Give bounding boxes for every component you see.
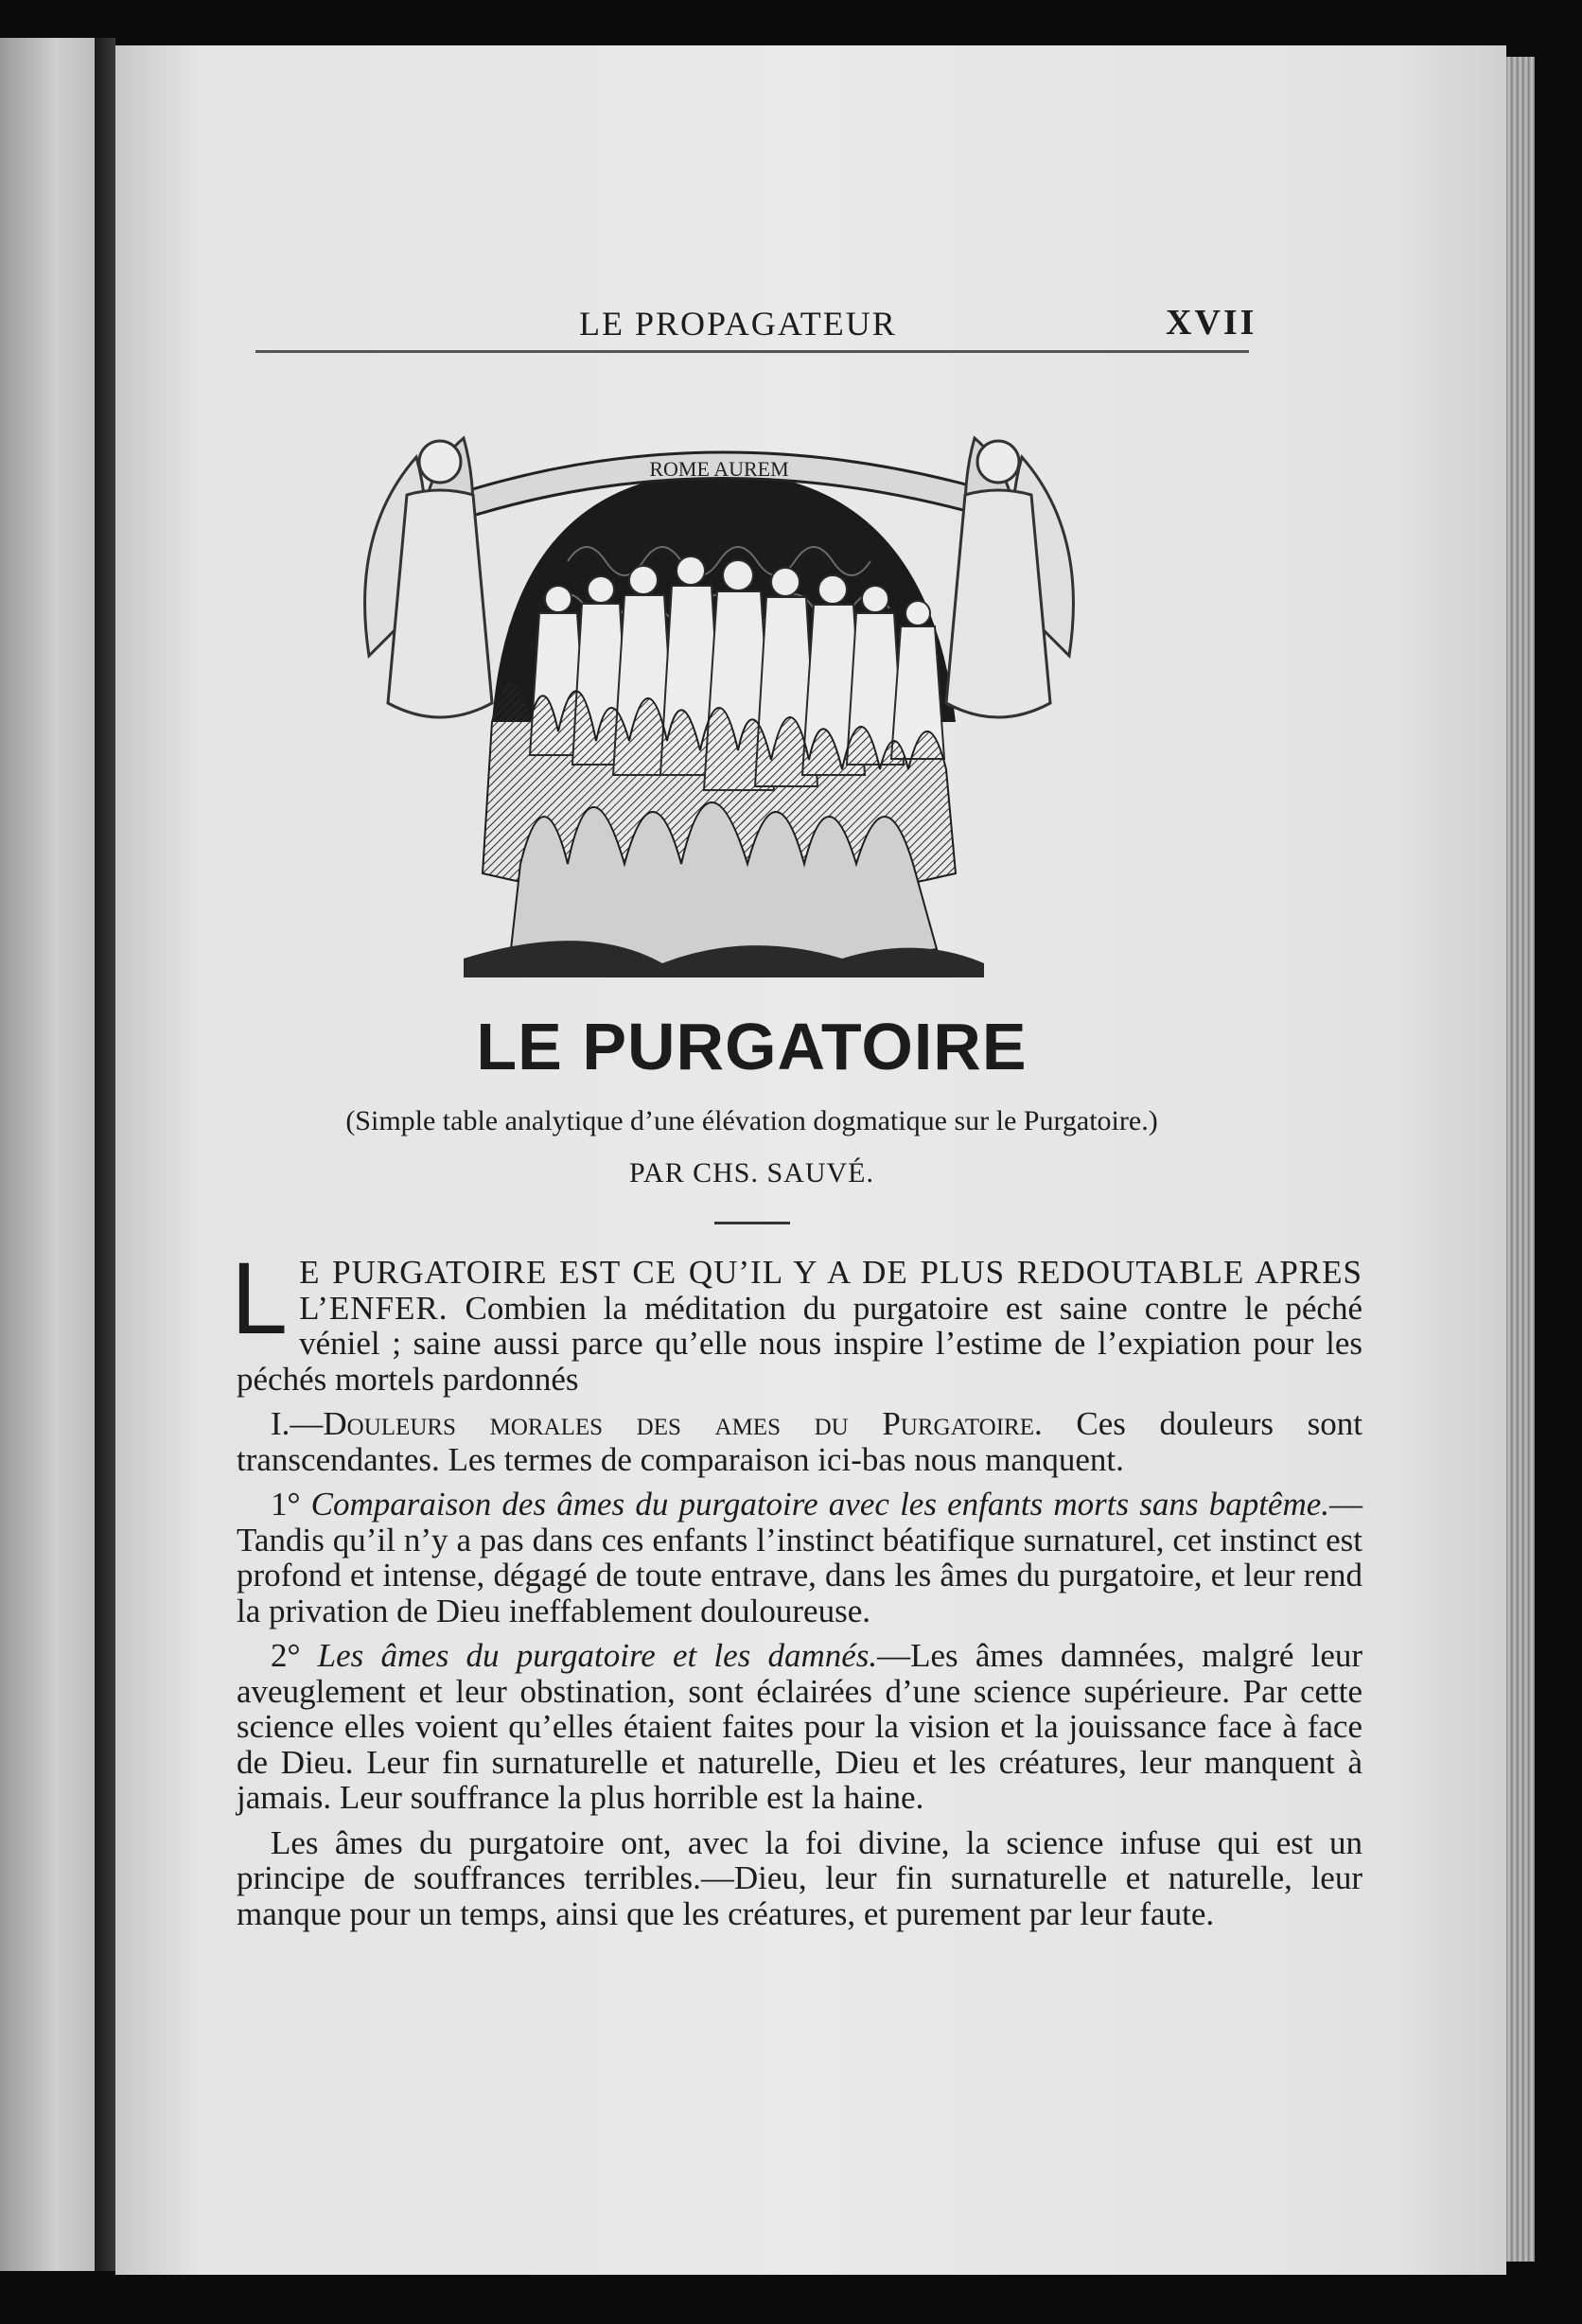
point-1-paragraph: [237, 1487, 1362, 1629]
intro-paragraph: [231, 1241, 1362, 1398]
section-1-paragraph: [237, 1406, 1362, 1477]
point-2-number: 2°: [271, 1637, 301, 1674]
point-1-number: 1°: [271, 1486, 301, 1523]
article-subtitle: (Simple table analytique d’une élévation dogmatique sur le Purgatoire.): [345, 1105, 1158, 1136]
point-2-heading: Les âmes du purgatoire et les damnés.: [317, 1637, 878, 1674]
section-1-text: Ces douleurs sont transcendantes. Les termes de comparaison ici-bas nous manquent.: [237, 1405, 1362, 1478]
article-byline: PAR CHS. SAUVÉ.: [629, 1157, 874, 1188]
right-page-stack: [1506, 57, 1535, 2262]
point-1-heading: Comparaison des âmes du purgatoire avec les enfants morts sans baptême.: [310, 1486, 1330, 1523]
point-2-text: —Les âmes damnées, malgré leur aveuglement et leur obstination, sont éclairées d’une science supérieure. Par cette science elles voient qu’elles étaient faites pour la vision et la jouissance face à face de Dieu. Leur fin surnaturelle et naturelle, Dieu et les créatures, leur manquent à jamais. Leur souffrance la plus horrible est la haine.: [237, 1637, 1363, 1816]
point-1-text: —Tandis qu’il n’y a pas dans ces enfants l’instinct béatifique surnaturel, cet instinct est profond et intense, dégagé de toute entrave, dans les âmes du purgatoire, et leur rend la privation de Dieu ineffablement douloureuse.: [237, 1486, 1363, 1629]
section-1-number: I.—: [271, 1405, 324, 1442]
header-rule: [255, 350, 1249, 353]
closing-paragraph: [237, 1825, 1362, 1932]
banner-text: ROME AUREM: [649, 457, 789, 481]
book-page: [115, 45, 1506, 2275]
right-angel: [946, 438, 1073, 717]
running-head: [115, 296, 1506, 353]
book-gutter: [95, 38, 115, 2271]
engraving-image: [350, 419, 1088, 987]
point-2-paragraph: [237, 1638, 1362, 1816]
purgatory-engraving: [350, 419, 1088, 987]
article-title: LE PURGATOIRE: [476, 1010, 1028, 1083]
article-body: [231, 1241, 1363, 1941]
intro-caps: E PURGATOIRE EST CE QU’IL Y A DE PLUS REDOUTABLE APRES L’ENFER.: [299, 1254, 1362, 1327]
closing-text: Les âmes du purgatoire ont, avec la foi divine, la science infuse qui est un principe de souffrances terribles.—Dieu, leur fin surnaturelle et naturelle, leur manque pour un temps, ainsi que les créatures, et purement par leur faute.: [237, 1823, 1362, 1932]
intro-text: Combien la méditation du purgatoire est saine contre le péché véniel ; saine aussi parce qu’elle nous inspire l’estime de l’expiation pour les péchés mortels pardonnés: [237, 1289, 1362, 1398]
page-number: XVII: [1166, 303, 1257, 343]
running-title: LE PROPAGATEUR: [579, 305, 897, 343]
separator-rule: [714, 1222, 790, 1224]
drop-cap: L: [231, 1241, 289, 1355]
left-angel: [365, 438, 492, 717]
section-1-heading: Douleurs morales des ames du Purgatoire.: [323, 1405, 1043, 1442]
left-page-edge: [0, 38, 95, 2271]
